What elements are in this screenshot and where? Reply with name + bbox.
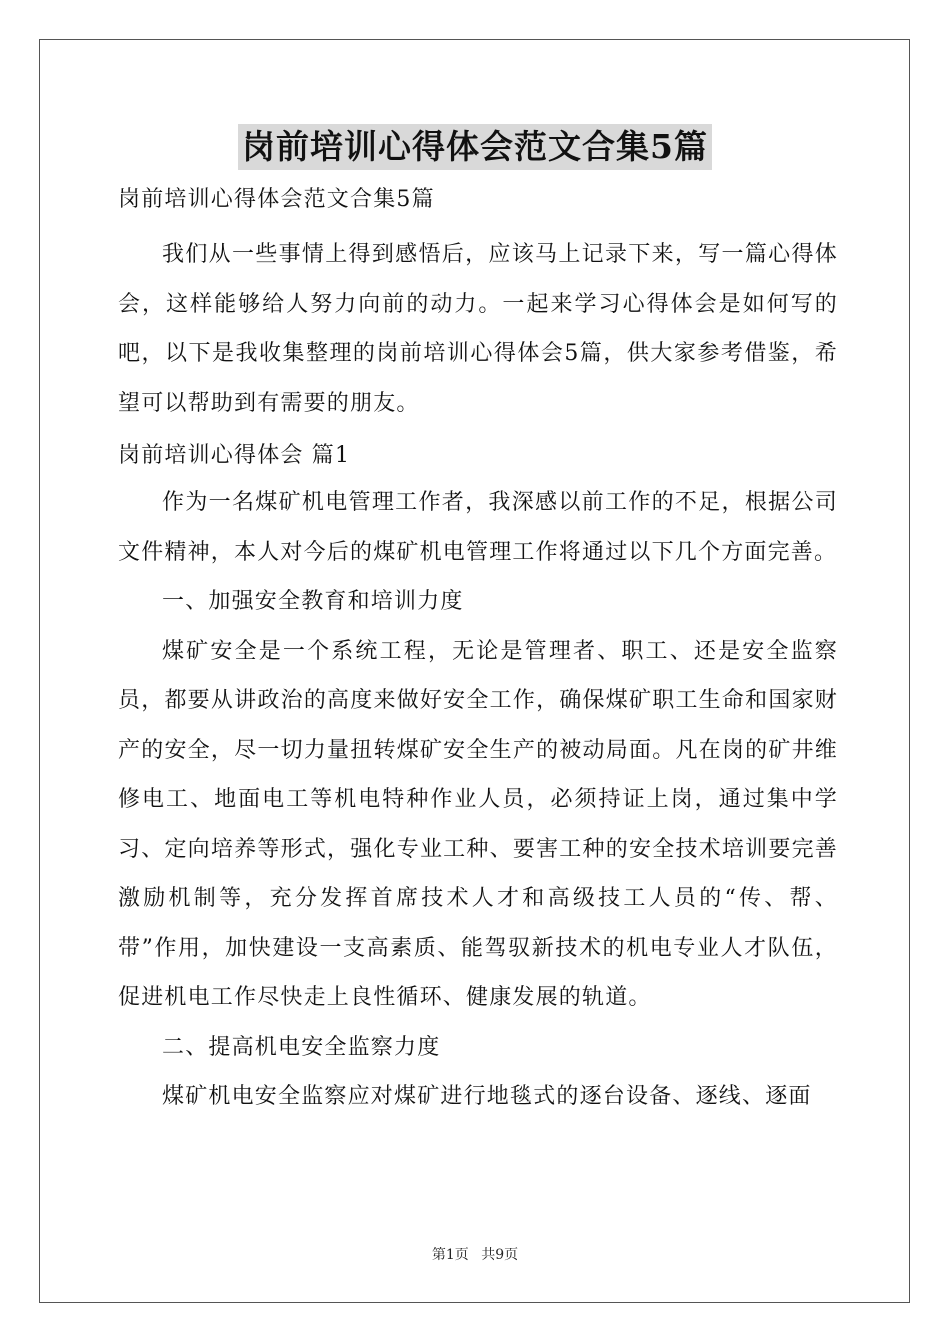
document-body	[118, 178, 838, 1122]
section-1-heading-2: 二、提高机电安全监察力度	[162, 1034, 441, 1060]
page-footer	[0, 1246, 950, 1264]
page-number-total: 共9页	[481, 1247, 519, 1263]
section-1-title: 岗前培训心得体会 篇1	[118, 443, 351, 468]
page-number-current: 第1页	[431, 1247, 469, 1263]
title-container	[0, 124, 950, 170]
document-title: 岗前培训心得体会范文合集5篇	[238, 124, 712, 170]
document-subtitle: 岗前培训心得体会范文合集5篇	[118, 187, 435, 212]
section-1-paragraph-3: 煤矿机电安全监察应对煤矿进行地毯式的逐台设备、逐线、逐面	[162, 1084, 812, 1109]
section-1-paragraph-2: 煤矿安全是一个系统工程，无论是管理者、职工、还是安全监察员，都要从讲政治的高度来做好安全工作，确保煤矿职工生命和国家财产的安全，尽一切力量扭转煤矿安全生产的被动局面。凡在岗的矿井维修电工、地面电工等机电特种作业人员，必须持证上岗，通过集中学习、定向培养等形式，强化专业工种、要害工种的安全技术培训要完善激励机制等，充分发挥首席技术人才和高级技工人员的“传、帮、带”作用，加快建设一支高素质、能驾驭新技术的机电专业人才队伍，促进机电工作尽快走上良性循环、健康发展的轨道。	[118, 638, 838, 1010]
intro-paragraph: 我们从一些事情上得到感悟后，应该马上记录下来，写一篇心得体会，这样能够给人努力向前的动力。一起来学习心得体会是如何写的吧，以下是我收集整理的岗前培训心得体会5篇，供大家参考借鉴，希望可以帮助到有需要的朋友。	[118, 242, 838, 416]
section-1-heading-1: 一、加强安全教育和培训力度	[162, 589, 464, 614]
section-1-paragraph-1: 作为一名煤矿机电管理工作者，我深感以前工作的不足，根据公司文件精神，本人对今后的煤矿机电管理工作将通过以下几个方面完善。	[118, 490, 838, 565]
